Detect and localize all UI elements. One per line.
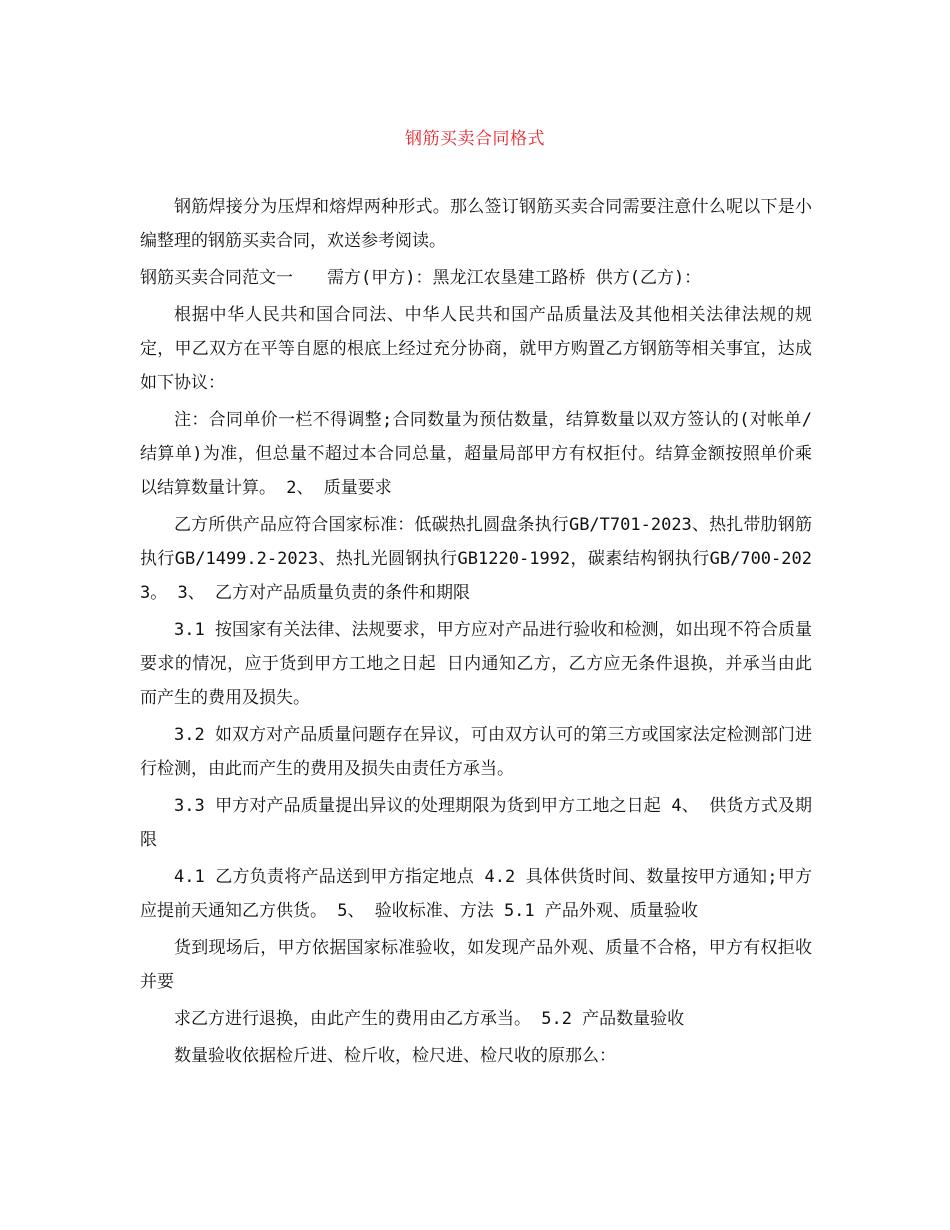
quantity-paragraph: 数量验收依据检斤进、检斤收，检尺进、检尺收的原那么： xyxy=(174,1046,616,1066)
acceptance-paragraph: 货到现场后，甲方依据国家标准验收，如发现产品外观、质量不合格，甲方有权拒收并要 xyxy=(140,938,812,992)
sample-label: 钢筋买卖合同范文一 xyxy=(140,268,293,288)
quality-standard-paragraph: 乙方所供产品应符合国家标准：低碳热扎圆盘条执行GB/T701-2023、热扎带肋钢筋执行GB/1499.2-2023、热扎光圆钢执行GB1220-1992，碳素结构钢执行GB/700-2023。 3、 乙方对产品质量负责的条件和期限 xyxy=(140,515,812,603)
clause-3-1: 3.1 按国家有关法律、法规要求，甲方应对产品进行验收和检测，如出现不符合质量要求的情况，应于货到甲方工地之日起 日内通知乙方，乙方应无条件退换，并承当由此而产生的费用及损失。 xyxy=(140,620,812,708)
parties-line xyxy=(140,261,812,295)
legal-basis-paragraph: 根据中华人民共和国合同法、中华人民共和国产品质量法及其他相关法律法规的规定，甲乙双方在平等自愿的根底上经过充分协商，就甲方购置乙方钢筋等相关事宜，达成如下协议： xyxy=(140,305,812,393)
document-title: 钢筋买卖合同格式 xyxy=(405,129,545,149)
clause-3-3: 3.3 甲方对产品质量提出异议的处理期限为货到甲方工地之日起 4、 供货方式及期限 xyxy=(140,796,812,850)
intro-paragraph: 钢筋焊接分为压焊和熔焊两种形式。那么签订钢筋买卖合同需要注意什么呢以下是小编整理的钢筋买卖合同，欢送参考阅读。 xyxy=(140,197,812,251)
note-paragraph: 注：合同单价一栏不得调整;合同数量为预估数量，结算数量以双方签认的(对帐单/结算单)为准，但总量不超过本合同总量，超量局部甲方有权拒付。结算金额按照单价乘以结算数量计算。 2、 质量要求 xyxy=(140,410,812,498)
return-paragraph: 求乙方进行退换，由此产生的费用由乙方承当。 5.2 产品数量验收 xyxy=(174,1009,685,1029)
clause-4-1: 4.1 乙方负责将产品送到甲方指定地点 4.2 具体供货时间、数量按甲方通知;甲方应提前天通知乙方供货。 5、 验收标准、方法 5.1 产品外观、质量验收 xyxy=(140,867,812,921)
parties-names: 需方(甲方)：黑龙江农垦建工路桥 供方(乙方)： xyxy=(327,268,702,288)
clause-3-2: 3.2 如双方对产品质量问题存在异议，可由双方认可的第三方或国家法定检测部门进行检测，由此而产生的费用及损失由责任方承当。 xyxy=(140,725,812,779)
document-body xyxy=(140,190,812,1076)
